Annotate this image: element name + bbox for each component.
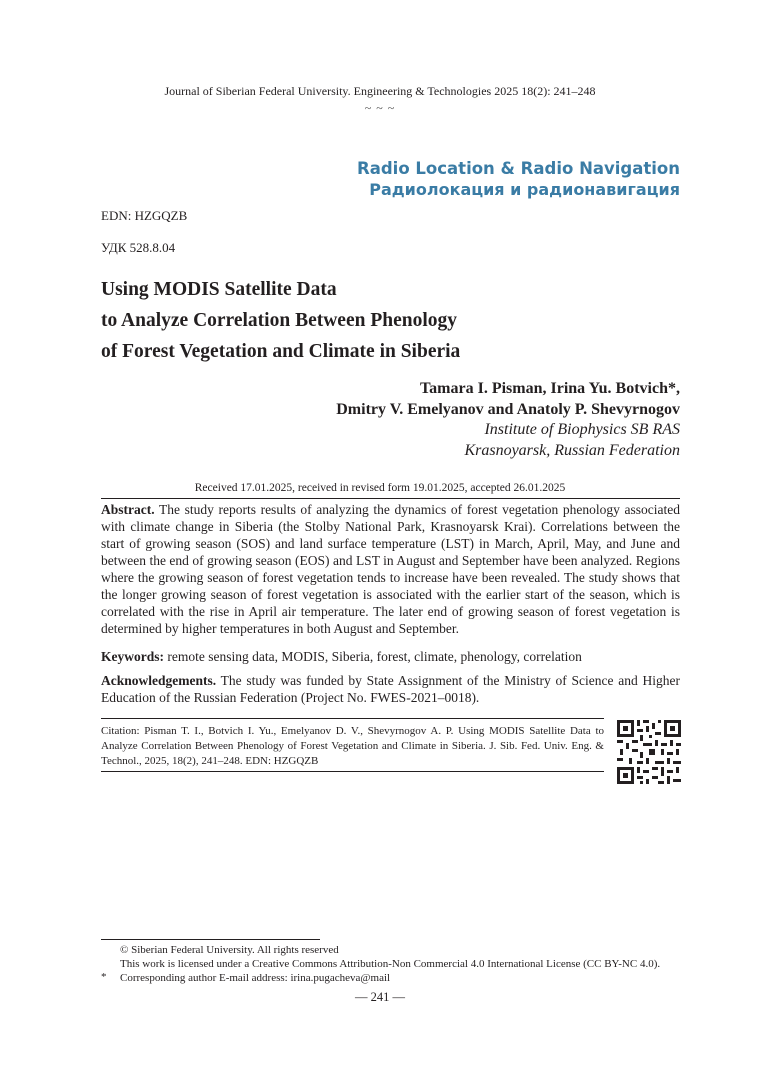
page-number: — 241 — [355,990,405,1004]
keywords-text: remote sensing data, MODIS, Siberia, forest, climate, phenology, correlation [164,649,582,664]
header-separator: ~ ~ ~ [364,101,396,115]
abstract [101,501,680,637]
footnote-copyright [120,943,660,985]
copyright-line: © Siberian Federal University. All rights reserved [120,944,339,956]
abstract-label: Abstract. [101,502,155,517]
section-title-ru: Радиолокация и радионавигация [369,180,680,199]
acknowledgements [101,672,680,706]
udk-identifier: УДК 528.8.04 [101,240,176,255]
authors-line: Tamara I. Pisman, Irina Yu. Botvich*, [419,380,680,397]
title-line: of Forest Vegetation and Climate in Siberia [101,341,461,362]
footnote-star-marker: * [101,971,107,983]
license-line: This work is licensed under a Creative Commons Attribution-Non Commercial 4.0 International License (CC BY-NC 4.0). [120,958,661,970]
corresponding-author-line: Corresponding author E-mail address: irina.pugacheva@mail [120,972,391,984]
citation: Citation: Pisman T. I., Botvich I. Yu., Emelyanov D. V., Shevyrnogov A. P. Using MODIS Satellite Data to Analyze Correlation Between Phenology of Forest Vegetation and Climate in Siberia. J. Sib. Fed. Univ. Eng. & Technol., 2025, 18(2), 241–248. EDN: HZGQZB [101,725,604,767]
qr-code-icon[interactable] [616,719,682,785]
acknowledgements-label: Acknowledgements. [101,673,217,688]
abstract-text: The study reports results of analyzing the dynamics of forest vegetation phenology associated with climate change in Siberia (the Stolby National Park, Krasnoyarsk Krai). Correlations between the start of growing season (SOS) and land surface temperature (LST) in March, April, May, and June and between the end of growing season (EOS) and LST in August and September have been analyzed. Regions where the growing season of forest vegetation tends to increase have been revealed. The study shows that the longer growing season of forest vegetation is associated with the earlier start of the season, which is correlated with the rise in April air temperature. The later end of growing season of forest vegetation is determined by higher temperatures in both August and September. [101,502,680,636]
citation-bottom-rule [101,771,604,772]
title-line: to Analyze Correlation Between Phenology [101,310,458,331]
keywords-label: Keywords: [101,649,164,664]
keywords [101,648,680,665]
affiliation-location: Krasnoyarsk, Russian Federation [464,442,680,459]
qr-code-graphic [616,719,682,785]
section-title-en: Radio Location & Radio Navigation [357,159,680,178]
footnote-rule [101,939,320,940]
edn-identifier: EDN: HZGQZB [101,208,188,223]
affiliation-institute: Institute of Biophysics SB RAS [484,421,680,438]
affiliation [464,419,680,461]
author-list [336,378,680,420]
received-dates: Received 17.01.2025, received in revised form 19.01.2025, accepted 26.01.2025 [194,482,566,494]
authors-line: Dmitry V. Emelyanov and Anatoly P. Shevyrnogov [336,401,680,418]
citation-top-rule [101,718,604,719]
abstract-top-rule [101,498,680,499]
acknowledgements-text: The study was funded by State Assignment of the Ministry of Science and Higher Education of the Russian Federation (Project No. FWES-2021–0018). [101,673,680,705]
title-line: Using MODIS Satellite Data [101,279,337,300]
journal-header: Journal of Siberian Federal University. Engineering & Technologies 2025 18(2): 241–248 [164,84,596,98]
article-title [101,274,460,367]
